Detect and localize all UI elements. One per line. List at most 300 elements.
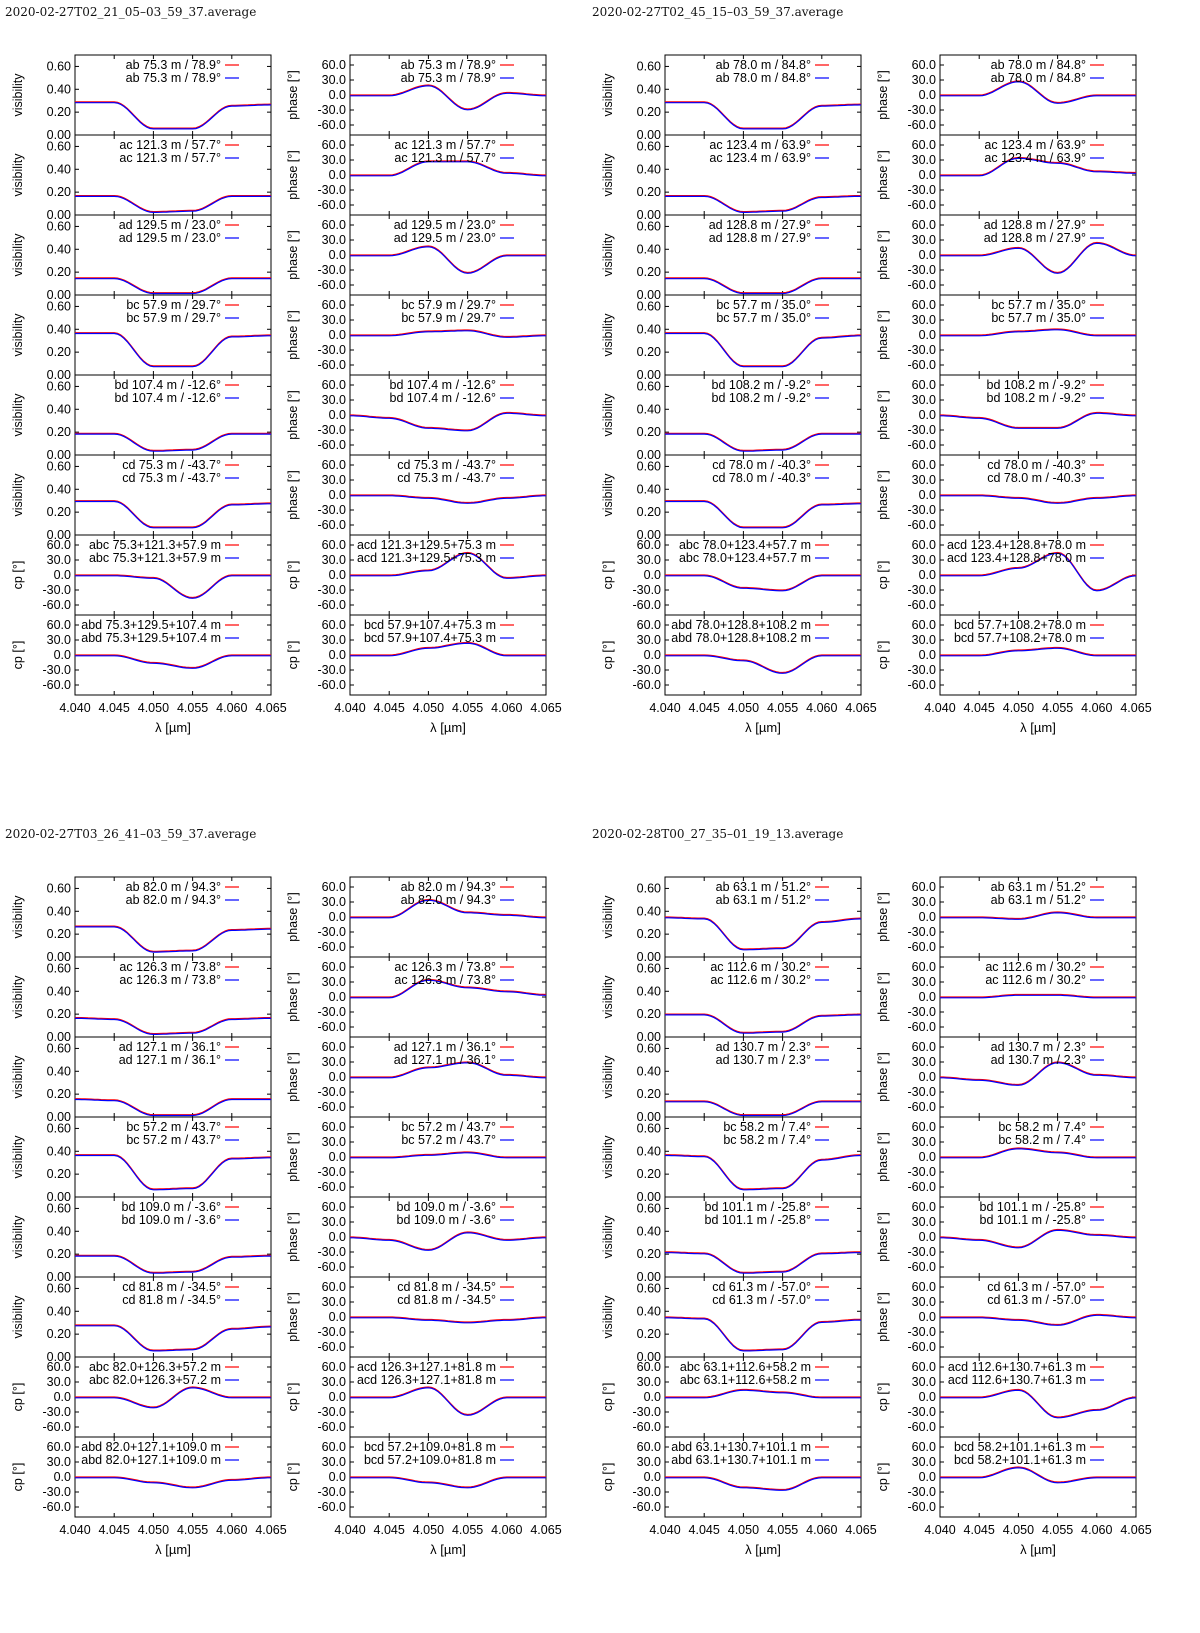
y-tick-label: -60.0	[907, 198, 936, 212]
y-axis-label: cp [°]	[286, 1382, 300, 1412]
model-series-line	[75, 1255, 271, 1272]
model-series-line	[75, 278, 271, 293]
y-tick-label: 0.0	[918, 488, 936, 502]
y-tick-label: 0.60	[46, 219, 71, 234]
y-tick-label: 0.00	[636, 1190, 661, 1204]
y-axis-label: phase [°]	[286, 1292, 300, 1342]
y-tick-label: 30.0	[46, 1375, 71, 1389]
y-tick-label: -30.0	[42, 663, 71, 677]
visibility-panel	[11, 215, 271, 302]
y-tick-label: 60.0	[911, 1200, 936, 1214]
y-tick-label: -60.0	[317, 940, 346, 954]
y-tick-label: 0.00	[46, 128, 71, 142]
legend-label-data: bd 108.2 m / -9.2°	[711, 391, 811, 405]
model-series-line	[665, 1101, 861, 1115]
chart-block-4	[592, 827, 1152, 1557]
legend-label-model: bcd 57.9+107.4+75.3 m	[363, 618, 496, 632]
closure-phase-panel	[601, 1357, 861, 1437]
y-tick-label: 0.0	[918, 1390, 936, 1404]
y-axis-label: phase [°]	[286, 1132, 300, 1182]
legend-label-model: ac 112.6 m / 30.2°	[710, 960, 811, 974]
x-tick-label: 4.065	[845, 701, 877, 715]
x-tick-label: 4.065	[255, 701, 287, 715]
data-series-line	[350, 1478, 546, 1488]
y-tick-label: -30.0	[317, 343, 346, 357]
data-series-line	[75, 1388, 271, 1408]
phase-panel	[876, 215, 1136, 295]
y-axis-label: cp [°]	[286, 1462, 300, 1492]
visibility-panel	[601, 295, 861, 382]
x-tick-label: 4.055	[766, 701, 799, 715]
x-tick-label: 4.050	[137, 1523, 170, 1537]
y-axis-label: visibility	[11, 313, 25, 357]
data-series-line	[75, 1326, 271, 1351]
model-series-line	[940, 413, 1136, 428]
y-tick-label: -30.0	[317, 583, 346, 597]
legend-label-model: cd 78.0 m / -40.3°	[987, 458, 1086, 472]
legend-label-model: bd 108.2 m / -9.2°	[711, 378, 811, 392]
y-tick-label: 60.0	[321, 1200, 346, 1214]
y-tick-label: 0.20	[636, 927, 661, 942]
y-tick-label: 0.00	[636, 128, 661, 142]
y-tick-label: 60.0	[911, 880, 936, 894]
y-tick-label: 0.00	[46, 1190, 71, 1204]
y-tick-label: 0.20	[46, 1007, 71, 1022]
model-series-line	[665, 1014, 861, 1032]
x-tick-label: 4.045	[963, 1523, 995, 1537]
y-tick-label: 30.0	[321, 1295, 346, 1309]
y-tick-label: 60.0	[911, 138, 936, 152]
x-tick-label: 4.065	[1120, 701, 1152, 715]
data-series-line	[940, 1390, 1136, 1418]
y-axis-label: phase [°]	[286, 230, 300, 280]
y-tick-label: 0.0	[328, 1230, 346, 1244]
data-series-line	[75, 103, 271, 129]
legend-label-model: bd 109.0 m / -3.6°	[396, 1200, 496, 1214]
y-tick-label: 60.0	[911, 58, 936, 72]
y-axis-label: phase [°]	[286, 470, 300, 520]
x-tick-label: 4.060	[806, 1523, 838, 1537]
y-tick-label: -30.0	[317, 1485, 346, 1499]
y-tick-label: -30.0	[907, 1005, 936, 1019]
y-tick-label: 0.0	[918, 648, 936, 662]
y-tick-label: 30.0	[911, 975, 936, 989]
y-tick-label: -60.0	[632, 1500, 661, 1514]
legend-label-data: ab 82.0 m / 94.3°	[400, 893, 496, 907]
y-tick-label: 60.0	[911, 538, 936, 552]
x-axis-label: λ [µm]	[745, 720, 781, 735]
data-series-line	[665, 502, 861, 528]
y-tick-label: 30.0	[321, 393, 346, 407]
y-tick-label: -60.0	[907, 678, 936, 692]
y-tick-label: -60.0	[907, 358, 936, 372]
legend-label-data: ad 129.5 m / 23.0°	[118, 231, 221, 245]
y-axis-label: cp [°]	[11, 1462, 25, 1492]
legend-label-data: abc 75.3+121.3+57.9 m	[88, 551, 221, 565]
legend-label-model: bd 109.0 m / -3.6°	[121, 1200, 221, 1214]
y-tick-label: 0.0	[643, 1470, 661, 1484]
y-axis-label: visibility	[601, 313, 615, 357]
y-tick-label: 30.0	[911, 473, 936, 487]
y-tick-label: 0.0	[328, 910, 346, 924]
visibility-panel	[601, 1277, 861, 1364]
y-tick-label: 0.20	[636, 185, 661, 200]
data-series-line	[665, 1318, 861, 1351]
y-tick-label: 60.0	[911, 1440, 936, 1454]
y-tick-label: 30.0	[636, 1375, 661, 1389]
x-tick-label: 4.055	[766, 1523, 799, 1537]
visibility-panel	[601, 1197, 861, 1284]
y-axis-label: phase [°]	[876, 230, 890, 280]
legend-label-data: acd 112.6+130.7+61.3 m	[947, 1373, 1086, 1387]
y-axis-label: visibility	[11, 1055, 25, 1099]
y-tick-label: 0.00	[636, 950, 661, 964]
visibility-panel	[601, 55, 861, 142]
visibility-panel	[11, 877, 271, 964]
y-tick-label: 0.20	[46, 265, 71, 280]
legend-label-model: bd 107.4 m / -12.6°	[114, 378, 221, 392]
y-tick-label: 0.0	[918, 1070, 936, 1084]
x-tick-label: 4.065	[845, 1523, 877, 1537]
legend-label-model: ad 128.8 m / 27.9°	[708, 218, 811, 232]
y-tick-label: 0.0	[53, 568, 71, 582]
legend-label-data: ac 123.4 m / 63.9°	[984, 151, 1086, 165]
visibility-panel	[11, 295, 271, 382]
phase-panel	[286, 55, 546, 135]
y-tick-label: 30.0	[911, 1455, 936, 1469]
legend-label-data: cd 78.0 m / -40.3°	[712, 471, 811, 485]
legend-label-model: ab 75.3 m / 78.9°	[400, 58, 496, 72]
y-tick-label: -30.0	[317, 183, 346, 197]
data-series-line	[665, 196, 861, 212]
y-axis-label: phase [°]	[286, 70, 300, 120]
x-axis-label: λ [µm]	[1020, 1542, 1056, 1557]
y-tick-label: 0.00	[46, 368, 71, 382]
legend-label-data: ac 121.3 m / 57.7°	[394, 151, 496, 165]
y-tick-label: -60.0	[907, 1340, 936, 1354]
y-tick-label: 0.0	[328, 328, 346, 342]
y-tick-label: -60.0	[317, 1420, 346, 1434]
x-tick-label: 4.050	[137, 701, 170, 715]
model-series-line	[665, 433, 861, 450]
x-tick-label: 4.040	[334, 701, 366, 715]
y-tick-label: 0.00	[636, 528, 661, 542]
y-tick-label: -30.0	[317, 925, 346, 939]
y-tick-label: 30.0	[911, 1215, 936, 1229]
y-tick-label: -30.0	[317, 1325, 346, 1339]
phase-panel	[286, 375, 546, 455]
y-tick-label: 0.20	[46, 185, 71, 200]
y-tick-label: 0.00	[46, 208, 71, 222]
y-tick-label: 30.0	[911, 1295, 936, 1309]
y-tick-label: -60.0	[317, 1500, 346, 1514]
y-tick-label: -30.0	[317, 663, 346, 677]
data-series-line	[665, 434, 861, 451]
y-axis-label: visibility	[11, 233, 25, 277]
y-axis-label: visibility	[11, 73, 25, 117]
x-tick-label: 4.040	[649, 1523, 681, 1537]
legend-label-data: bd 108.2 m / -9.2°	[986, 391, 1086, 405]
data-series-line	[75, 656, 271, 669]
y-tick-label: -30.0	[907, 343, 936, 357]
y-tick-label: -30.0	[42, 583, 71, 597]
legend-label-data: ab 63.1 m / 51.2°	[990, 893, 1086, 907]
y-tick-label: 0.40	[636, 82, 661, 97]
legend-label-model: cd 75.3 m / -43.7°	[122, 458, 221, 472]
phase-panel	[286, 1277, 546, 1357]
x-tick-label: 4.065	[530, 1523, 562, 1537]
legend-label-model: ad 127.1 m / 36.1°	[118, 1040, 221, 1054]
legend-label-model: ab 63.1 m / 51.2°	[715, 880, 811, 894]
y-tick-label: -30.0	[317, 1245, 346, 1259]
y-tick-label: 0.0	[918, 568, 936, 582]
y-tick-label: 60.0	[321, 298, 346, 312]
closure-phase-panel	[601, 535, 861, 615]
y-tick-label: 0.60	[636, 881, 661, 896]
legend-label-model: bc 57.7 m / 35.0°	[991, 298, 1086, 312]
y-tick-label: 0.0	[918, 1150, 936, 1164]
phase-panel	[876, 295, 1136, 375]
legend-label-data: ac 112.6 m / 30.2°	[985, 973, 1086, 987]
data-series-line	[75, 279, 271, 294]
y-tick-label: -30.0	[907, 503, 936, 517]
y-tick-label: 0.20	[636, 1087, 661, 1102]
y-tick-label: 0.20	[46, 345, 71, 360]
y-axis-label: cp [°]	[876, 560, 890, 590]
y-axis-label: phase [°]	[876, 1052, 890, 1102]
data-series-line	[75, 334, 271, 367]
legend-label-model: ab 63.1 m / 51.2°	[990, 880, 1086, 894]
y-tick-label: 0.20	[636, 105, 661, 120]
phase-panel	[286, 295, 546, 375]
y-tick-label: 0.60	[636, 459, 661, 474]
legend-label-model: bcd 57.7+108.2+78.0 m	[953, 618, 1086, 632]
x-tick-label: 4.060	[491, 701, 523, 715]
legend-label-data: bd 101.1 m / -25.8°	[704, 1213, 811, 1227]
y-axis-label: phase [°]	[876, 972, 890, 1022]
legend-label-data: acd 123.4+128.8+78.0 m	[946, 551, 1086, 565]
y-tick-label: 30.0	[321, 1055, 346, 1069]
y-axis-label: visibility	[601, 895, 615, 939]
y-tick-label: 30.0	[911, 1135, 936, 1149]
y-tick-label: 60.0	[911, 1120, 936, 1134]
y-axis-label: phase [°]	[286, 310, 300, 360]
y-tick-label: 0.00	[636, 1110, 661, 1124]
y-tick-label: 0.20	[636, 265, 661, 280]
visibility-panel	[601, 1037, 861, 1124]
legend-label-data: cd 81.8 m / -34.5°	[122, 1293, 221, 1307]
y-tick-label: 0.0	[53, 1390, 71, 1404]
visibility-panel	[601, 877, 861, 964]
x-tick-label: 4.050	[1002, 701, 1035, 715]
y-tick-label: 0.20	[636, 345, 661, 360]
y-tick-label: 30.0	[636, 553, 661, 567]
y-tick-label: 0.00	[636, 288, 661, 302]
y-axis-label: visibility	[601, 1295, 615, 1339]
y-tick-label: 30.0	[321, 73, 346, 87]
y-tick-label: -60.0	[317, 1020, 346, 1034]
model-series-line	[665, 575, 861, 590]
y-tick-label: -30.0	[317, 1005, 346, 1019]
y-tick-label: 0.40	[636, 242, 661, 257]
y-tick-label: 0.0	[643, 568, 661, 582]
y-tick-label: 0.60	[636, 1041, 661, 1056]
legend-label-data: cd 78.0 m / -40.3°	[987, 471, 1086, 485]
y-tick-label: 0.60	[46, 459, 71, 474]
y-axis-label: phase [°]	[876, 470, 890, 520]
legend-label-data: acd 121.3+129.5+75.3 m	[356, 551, 496, 565]
legend-label-data: bcd 57.7+108.2+78.0 m	[953, 631, 1086, 645]
chart-title: 2020-02-28T00_27_35–01_19_13.average	[592, 827, 844, 841]
y-tick-label: 60.0	[46, 538, 71, 552]
y-tick-label: 60.0	[321, 138, 346, 152]
legend-label-data: bcd 57.9+107.4+75.3 m	[363, 631, 496, 645]
phase-panel	[286, 135, 546, 215]
y-tick-label: -30.0	[907, 183, 936, 197]
y-tick-label: 30.0	[321, 1375, 346, 1389]
y-tick-label: -60.0	[632, 598, 661, 612]
x-tick-label: 4.040	[924, 701, 956, 715]
y-tick-label: 0.40	[46, 1304, 71, 1319]
y-tick-label: -30.0	[632, 583, 661, 597]
y-axis-label: visibility	[11, 975, 25, 1019]
x-tick-label: 4.060	[216, 1523, 248, 1537]
y-tick-label: 0.60	[46, 1121, 71, 1136]
closure-phase-panel	[876, 1437, 1152, 1537]
model-series-line	[75, 333, 271, 366]
legend-label-model: cd 81.8 m / -34.5°	[397, 1280, 496, 1294]
y-tick-label: 60.0	[911, 618, 936, 632]
y-tick-label: 30.0	[321, 233, 346, 247]
y-tick-label: 0.40	[636, 402, 661, 417]
y-tick-label: 0.0	[918, 1230, 936, 1244]
data-series-line	[665, 656, 861, 674]
y-tick-label: 0.40	[46, 402, 71, 417]
y-tick-label: 0.60	[636, 299, 661, 314]
y-tick-label: 0.60	[636, 379, 661, 394]
legend-label-model: ac 126.3 m / 73.8°	[119, 960, 221, 974]
y-tick-label: 0.20	[46, 1167, 71, 1182]
legend-label-model: bcd 58.2+101.1+61.3 m	[953, 1440, 1086, 1454]
legend-label-model: bc 58.2 m / 7.4°	[723, 1120, 811, 1134]
legend-label-data: ad 127.1 m / 36.1°	[118, 1053, 221, 1067]
y-tick-label: 30.0	[911, 633, 936, 647]
legend-label-model: bc 58.2 m / 7.4°	[998, 1120, 1086, 1134]
y-tick-label: 0.60	[46, 1201, 71, 1216]
phase-panel	[286, 215, 546, 295]
closure-phase-panel	[286, 1357, 546, 1437]
legend-label-data: bc 57.9 m / 29.7°	[126, 311, 221, 325]
legend-label-data: ac 126.3 m / 73.8°	[394, 973, 496, 987]
y-tick-label: 0.0	[918, 248, 936, 262]
y-axis-label: visibility	[601, 1215, 615, 1259]
data-series-line	[665, 334, 861, 367]
y-tick-label: 0.00	[46, 528, 71, 542]
model-series-line	[940, 1467, 1136, 1482]
phase-panel	[876, 1197, 1136, 1277]
y-tick-label: 60.0	[321, 218, 346, 232]
y-tick-label: -60.0	[632, 1420, 661, 1434]
x-tick-label: 4.040	[334, 1523, 366, 1537]
y-tick-label: 0.40	[46, 984, 71, 999]
y-tick-label: -60.0	[907, 940, 936, 954]
y-tick-label: 60.0	[321, 1440, 346, 1454]
x-tick-label: 4.040	[59, 701, 91, 715]
y-tick-label: 30.0	[911, 553, 936, 567]
y-tick-label: 0.40	[46, 162, 71, 177]
y-axis-label: phase [°]	[286, 1052, 300, 1102]
x-tick-label: 4.050	[412, 701, 445, 715]
legend-label-model: ac 121.3 m / 57.7°	[119, 138, 221, 152]
model-series-line	[940, 1230, 1136, 1248]
closure-phase-panel	[601, 1437, 877, 1537]
y-axis-label: visibility	[11, 393, 25, 437]
y-tick-label: 60.0	[321, 1360, 346, 1374]
legend-label-data: ab 82.0 m / 94.3°	[125, 893, 221, 907]
y-tick-label: 30.0	[321, 1455, 346, 1469]
y-tick-label: -60.0	[907, 438, 936, 452]
x-axis-label: λ [µm]	[430, 720, 466, 735]
y-tick-label: -30.0	[632, 1485, 661, 1499]
y-tick-label: 0.40	[636, 482, 661, 497]
legend-label-model: bd 107.4 m / -12.6°	[389, 378, 496, 392]
phase-panel	[286, 877, 546, 957]
legend-label-model: bd 101.1 m / -25.8°	[979, 1200, 1086, 1214]
legend-label-model: bd 101.1 m / -25.8°	[704, 1200, 811, 1214]
y-tick-label: 0.60	[46, 881, 71, 896]
legend-label-model: acd 123.4+128.8+78.0 m	[946, 538, 1086, 552]
legend-label-model: cd 61.3 m / -57.0°	[712, 1280, 811, 1294]
y-tick-label: 30.0	[321, 895, 346, 909]
y-tick-label: 30.0	[911, 1375, 936, 1389]
y-tick-label: 0.60	[46, 1281, 71, 1296]
y-tick-label: 60.0	[911, 218, 936, 232]
y-axis-label: visibility	[11, 1135, 25, 1179]
y-tick-label: 0.20	[46, 1087, 71, 1102]
x-tick-label: 4.045	[373, 1523, 405, 1537]
y-axis-label: visibility	[601, 73, 615, 117]
closure-phase-panel	[11, 535, 271, 615]
y-axis-label: phase [°]	[876, 1292, 890, 1342]
y-tick-label: 60.0	[321, 458, 346, 472]
model-series-line	[75, 575, 271, 598]
y-axis-label: phase [°]	[876, 70, 890, 120]
y-tick-label: -60.0	[317, 678, 346, 692]
data-series-line	[665, 1478, 861, 1491]
y-tick-label: 30.0	[321, 473, 346, 487]
legend-label-data: ad 128.8 m / 27.9°	[708, 231, 811, 245]
y-tick-label: -30.0	[907, 103, 936, 117]
data-series-line	[665, 918, 861, 950]
y-tick-label: 0.0	[328, 1470, 346, 1484]
y-tick-label: -60.0	[42, 598, 71, 612]
y-tick-label: 60.0	[636, 538, 661, 552]
y-tick-label: 0.40	[46, 482, 71, 497]
legend-label-data: abd 82.0+127.1+109.0 m	[81, 1453, 221, 1467]
legend-label-data: ad 128.8 m / 27.9°	[983, 231, 1086, 245]
y-tick-label: 60.0	[321, 538, 346, 552]
y-tick-label: -30.0	[907, 1085, 936, 1099]
y-tick-label: 0.40	[46, 1224, 71, 1239]
y-tick-label: -60.0	[42, 678, 71, 692]
x-axis-label: λ [µm]	[155, 1542, 191, 1557]
y-axis-label: cp [°]	[876, 1462, 890, 1492]
y-tick-label: 0.20	[46, 1247, 71, 1262]
legend-label-model: ac 112.6 m / 30.2°	[985, 960, 1086, 974]
y-tick-label: 0.00	[46, 448, 71, 462]
phase-panel	[286, 1197, 546, 1277]
data-series-line	[75, 196, 271, 212]
